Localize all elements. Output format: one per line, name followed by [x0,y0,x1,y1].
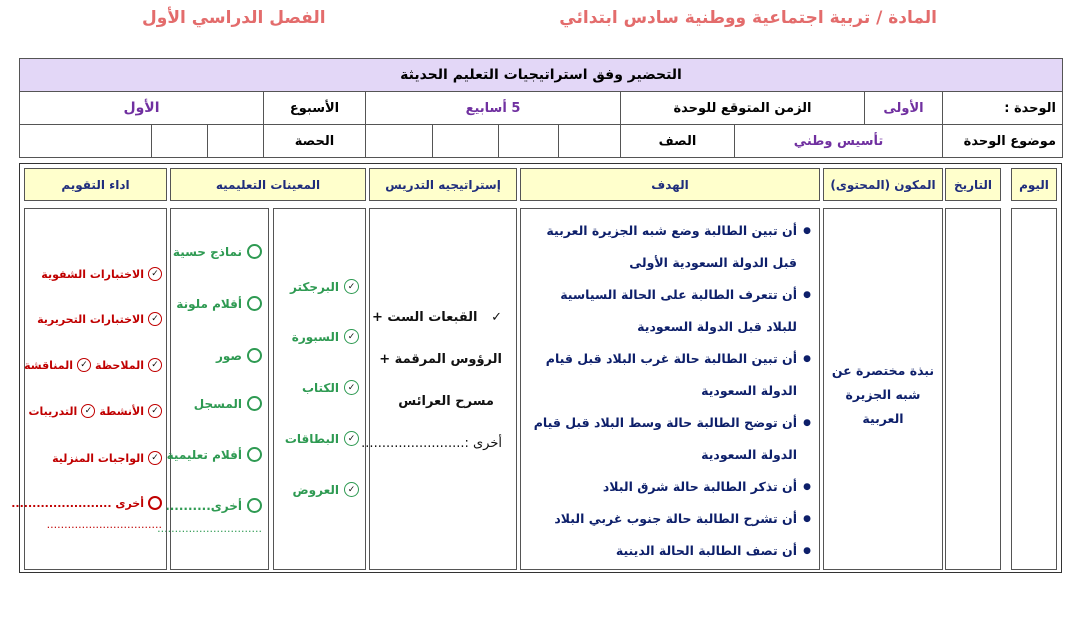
goal-column [520,168,820,558]
check-circle-icon: ✓ [148,451,162,465]
aids-ring-cell [157,208,269,570]
week-label: الأسبوع [264,92,366,125]
circle-icon [247,498,262,513]
topic-value: تأسيس وطني [735,125,943,158]
aid-films: أفلام تعليمية [167,447,262,462]
check-circle-icon: ✓ [148,358,162,372]
semester-title: الفصل الدراسي الأول [142,8,326,28]
goal-item: ● أن تبين الطالبة حالة غرب البلاد قبل قيام الدولة السعودية [527,343,811,407]
day-column [1011,168,1057,201]
aid-book: ✓ الكتاب [302,380,359,395]
goal-item: ● أن تشرح الطالبة حالة جنوب غربي البلاد [527,503,811,535]
lesson-plan-grid [11,163,1062,573]
content-column [823,168,943,426]
eval-homework: ✓ الواجبات المنزلية [52,451,162,465]
eval-other: أخرى ........................ [11,496,162,510]
aid-pens: أقلام ملونة [176,296,262,311]
evaluation-header: اداء التقويم [24,168,167,201]
day-header: اليوم [1011,168,1057,201]
check-circle-icon: ✓ [344,482,359,497]
check-circle-icon: ✓ [344,329,359,344]
eval-activities: ✓ الأنشطة ✓ التدريبات [28,404,162,418]
aids-column [157,168,366,535]
duration-label: الزمن المتوقع للوحدة [621,92,865,125]
duration-value: 5 أسابيع [366,92,621,125]
class-cell-1 [559,125,621,158]
goal-item: ● أن تبين الطالبة وضع شبه الجزيرة العربية قبل الدولة السعودية الأولى [527,215,811,279]
strategy-column [361,168,517,451]
strategy-other: أخرى :......................... [361,436,502,451]
goal-item: ● أن تتعرف الطالبة على الحالة السياسية للبلاد قبل الدولة السعودية [527,279,811,343]
strategy-six-hats: القبعات الست + [371,310,478,325]
check-circle-icon: ✓ [77,358,91,372]
content-text [824,359,942,431]
strategy-item-2: الرؤوس المرقمة + [379,352,502,367]
evaluation-column [11,168,167,531]
check-circle-icon: ✓ [81,404,95,418]
date-header: التاريخ [945,168,1001,201]
aids-checked-cell [273,208,366,570]
aid-pictures: صور [216,348,262,363]
date-column [945,168,1001,201]
strategy-item-1 [361,297,502,339]
circle-icon [247,244,262,259]
eval-written: ✓ الاختبارات التحريرية [37,312,162,326]
eval-other-dots: ................................. [46,518,162,531]
check-circle-icon: ✓ [148,267,162,281]
goal-item: ● أن تذكر الطالبة حالة شرق البلاد [527,471,811,503]
check-circle-icon: ✓ [148,312,162,326]
goal-cell [520,208,820,570]
aids-header: المعينات التعليميه [170,168,366,201]
topic-label: موضوع الوحدة [943,125,1063,158]
check-circle-icon: ✓ [344,279,359,294]
aid-models: نماذج حسية [173,244,262,259]
aid-presentations: ✓ العروض [293,482,359,497]
class-cell-3 [433,125,499,158]
content-line-2: شبه الجزيرة العربية [845,387,921,426]
aid-other: أخرى.......... [165,498,262,513]
content-cell [823,208,943,570]
circle-icon [247,447,262,462]
week-value: الأول [20,92,264,125]
goal-header: الهدف [520,168,820,201]
content-header: المكون (المحتوى) [823,168,943,201]
aid-recorder: المسجل [194,396,262,411]
circle-icon [148,496,162,510]
eval-oral: ✓ الاختبارات الشفوية [41,267,162,281]
evaluation-cell [11,208,167,570]
goal-item: ● أن تصف الطالبة الحالة الدينية [527,535,811,567]
aid-board: ✓ السبورة [292,329,359,344]
content-line-1: نبذة مختصرة عن [831,363,935,378]
lesson-cell-1 [208,125,264,158]
day-cell [1011,208,1057,570]
unit-label: الوحدة : [943,92,1063,125]
circle-icon [247,396,262,411]
strategy-item-3: مسرح العرائس [398,394,494,409]
circle-icon [247,348,262,363]
class-label: الصف [621,125,735,158]
check-circle-icon: ✓ [344,380,359,395]
plan-info-table [19,58,1063,158]
aid-cards: ✓ البطاقات [285,431,359,446]
aid-other-dots: .............................. [157,522,262,535]
check-circle-icon: ✓ [344,431,359,446]
strategy-header: إستراتيجيه التدريس [369,168,517,201]
strategy-cell [361,208,517,570]
check-circle-icon: ✓ [148,404,162,418]
check-icon: ✓ [491,310,502,325]
date-cell [945,208,1001,570]
goal-item: ● أن توضح الطالبة حالة وسط البلاد قبل قيام الدولة السعودية [527,407,811,471]
plan-banner: التحضير وفق استراتيجيات التعليم الحديثة [20,59,1063,92]
class-cell-4 [366,125,433,158]
eval-observation: ✓ الملاحظة ✓ المناقشة [24,358,162,372]
lesson-label: الحصة [264,125,366,158]
goal-list [521,209,819,567]
class-cell-2 [499,125,559,158]
lesson-cell-2 [152,125,208,158]
lesson-cell-3 [20,125,152,158]
unit-value: الأولى [865,92,943,125]
circle-icon [247,296,262,311]
aid-projector: ✓ البرجكتر [290,279,359,294]
strategy-list [361,297,502,465]
subject-title: المادة / تربية اجتماعية ووطنية سادس ابتدائي [559,8,937,28]
